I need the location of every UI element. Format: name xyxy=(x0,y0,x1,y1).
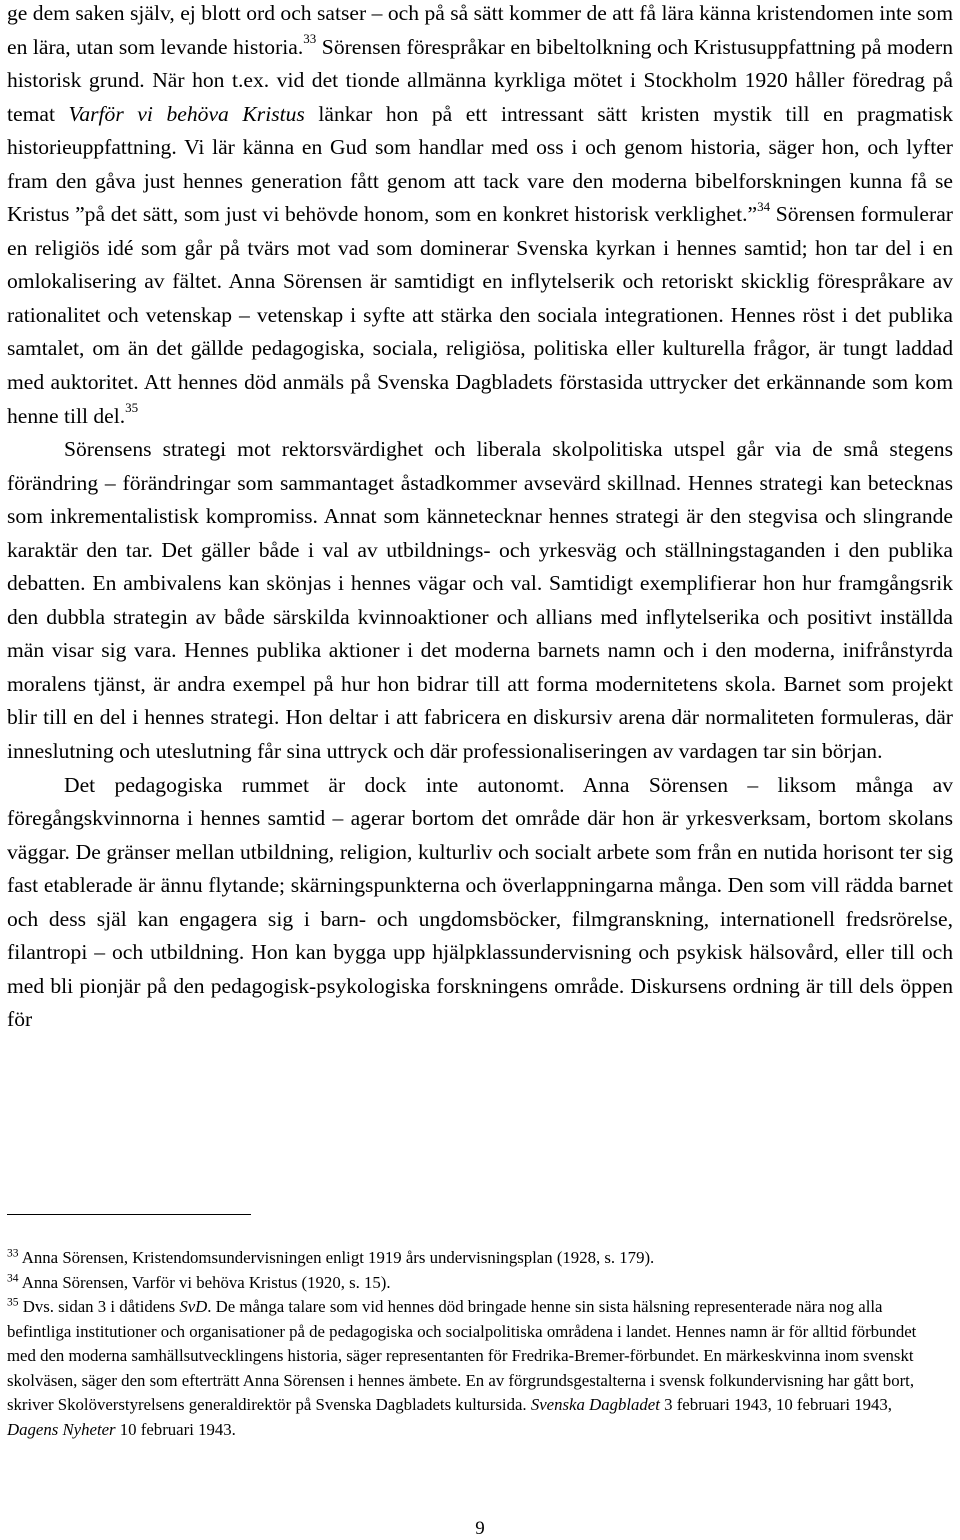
text-run: Anna Sörensen, Varför vi behöva Kristus (1920, s. 15). xyxy=(18,1272,391,1292)
body-text xyxy=(7,0,953,1037)
footnote-number: 35 xyxy=(7,1296,19,1309)
text-run: Anna Sörensen, Kristendomsundervisningen enligt 1919 års undervisningsplan (1928, s. 179). xyxy=(18,1248,655,1267)
italic-title: Varför vi behöva Kristus xyxy=(68,101,305,126)
italic-title: SvD xyxy=(179,1297,208,1316)
text-run: Sörensen formulerar en religiös idé som går på tvärs mot vad som dominerar Svenska kyrkan i hennes samtid; hon tar del i en omlokalisering av fältet. Anna Sörensen är samtidigt en inflytelserik och retoriskt skicklig förespråkare av rationalitet och vetenskap – vetenskap i syfte att stärka den sociala integrationen. Hennes röst i det publika samtalet, om än det gällde pedagogiska, sociala, religiösa, politiska eller kulturella frågor, är tungt laddad med auktoritet. Att hennes död anmäls på Svenska Dagbladets förstasida uttrycker det erkännande som kom henne till del. xyxy=(7,202,953,428)
text-run: ge dem saken själv, ej blott ord och satser – och på så sätt kommer de att få lära känna kristendomen inte som en lära, utan som levande historia. xyxy=(7,1,953,59)
footnote-reference: 34 xyxy=(757,199,771,215)
body-paragraph xyxy=(7,769,953,1037)
text-run: Dvs. sidan 3 i dåtidens xyxy=(18,1297,180,1316)
italic-title: Svenska Dagbladet xyxy=(530,1395,660,1414)
italic-title: Dagens Nyheter xyxy=(7,1419,116,1439)
body-paragraph xyxy=(7,0,953,433)
footnote-number: 33 xyxy=(7,1247,19,1260)
text-run: 10 februari 1943. xyxy=(115,1419,236,1439)
footnote xyxy=(7,1246,937,1271)
body-paragraph xyxy=(7,433,953,768)
footnote xyxy=(7,1271,937,1296)
text-run: Sörensens strategi mot rektorsvärdighet och liberala skolpolitiska utspel går via de små stegens förändring – förändringar som sammantaget åstadkommer avsevärd skillnad. Hennes strategi kan betecknas som inkrementalistisk kompromiss. Annat som kännetecknar hennes strategi är den stegvisa och slingrande karaktär den tar. Det gäller både i val av utbildnings- och yrkesväg och ställningstaganden i den publika debatten. En ambivalens kan skönjas i hennes vägar och val. Samtidigt exemplifierar hon hur framgångsrik den dubbla strategin av både särskilda kvinnoaktioner och allians med inflytelserika och positivt inställda män visar sig vara. Hennes publika aktioner i det moderna barnets namn och i den moderna, inifrånstyrda moralens tjänst, är andra exempel på hur hon bidrar till att forma modernitetens skola. Barnet som projekt blir till en del i hennes strategi. Hon deltar i att fabricera en diskursiv arena där normaliteten formuleras, där inneslutning och uteslutning får sina uttryck och där professionaliseringen av vardagen tar sin början. xyxy=(7,437,953,764)
footnote-number: 34 xyxy=(7,1271,19,1284)
text-run: 3 februari 1943, 10 februari 1943, xyxy=(659,1395,892,1414)
text-run: Sörensen förespråkar en bibeltolkning och Kristusuppfattning på modern historisk grund. När hon t.ex. vid det tionde allmänna kyrkliga mötet i Stockholm 1920 håller föredrag på temat xyxy=(7,34,953,126)
footnote-separator xyxy=(7,1214,251,1215)
footnote-reference: 33 xyxy=(303,31,317,47)
footnote-reference: 35 xyxy=(125,400,139,416)
footnotes xyxy=(7,1246,937,1442)
footnote xyxy=(7,1295,937,1442)
text-run: Det pedagogiska rummet är dock inte autonomt. Anna Sörensen – liksom många av föregångskvinnorna i hennes samtid – agerar bortom det område där hon är yrkesverksam, bortom skolans väggar. De gränser mellan utbildning, religion, kulturliv och socialt arbete som från en nutida horisont ter sig fast etablerade är ännu flytande; skärningspunkterna och överlappningarna många. Den som vill rädda barnet och dess själ kan engagera sig i barn- och ungdomsböcker, filmgranskning, internationell fredsrörelse, filantropi – och utbildning. Hon kan bygga upp hjälpklassundervisning och psykisk hälsovård, eller till och med bli pionjär på den pedagogisk-psykologiska forskningens område. Diskursens ordning är till dels öppen för xyxy=(7,772,953,1032)
text-run: länkar hon på ett intressant sätt kristen mystik till en pragmatisk historieuppfattning. Vi lär känna en Gud som handlar med oss i och genom historia, säger hon, och lyfter fram den gåva just hennes generation fått genom att tack vare den moderna bibelforskningen kunna få se Kristus ”på det sätt, som just vi behövde honom, som en konkret historisk verklighet.” xyxy=(7,101,953,227)
page-number: 9 xyxy=(475,1518,485,1539)
text-run: . De många talare som vid hennes död bringade henne sin sista hälsning representerade nära nog alla befintliga institutioner och organisationer på de pedagogiska och socialpolitiska områdena i landet. Hennes namn är för alltid förbundet med den moderna samhällsutvecklingens historia, säger representanten för Fredrika-Bremer-förbundet. En märkeskvinna inom svenskt skolväsen, säger den som efterträtt Anna Sörensen i hennes ämbete. En av förgrundsgestalterna i svensk folkundervisning har gått bort, skriver Skolöverstyrelsens generaldirektör på Svenska Dagbladets kultursida. xyxy=(7,1297,917,1414)
